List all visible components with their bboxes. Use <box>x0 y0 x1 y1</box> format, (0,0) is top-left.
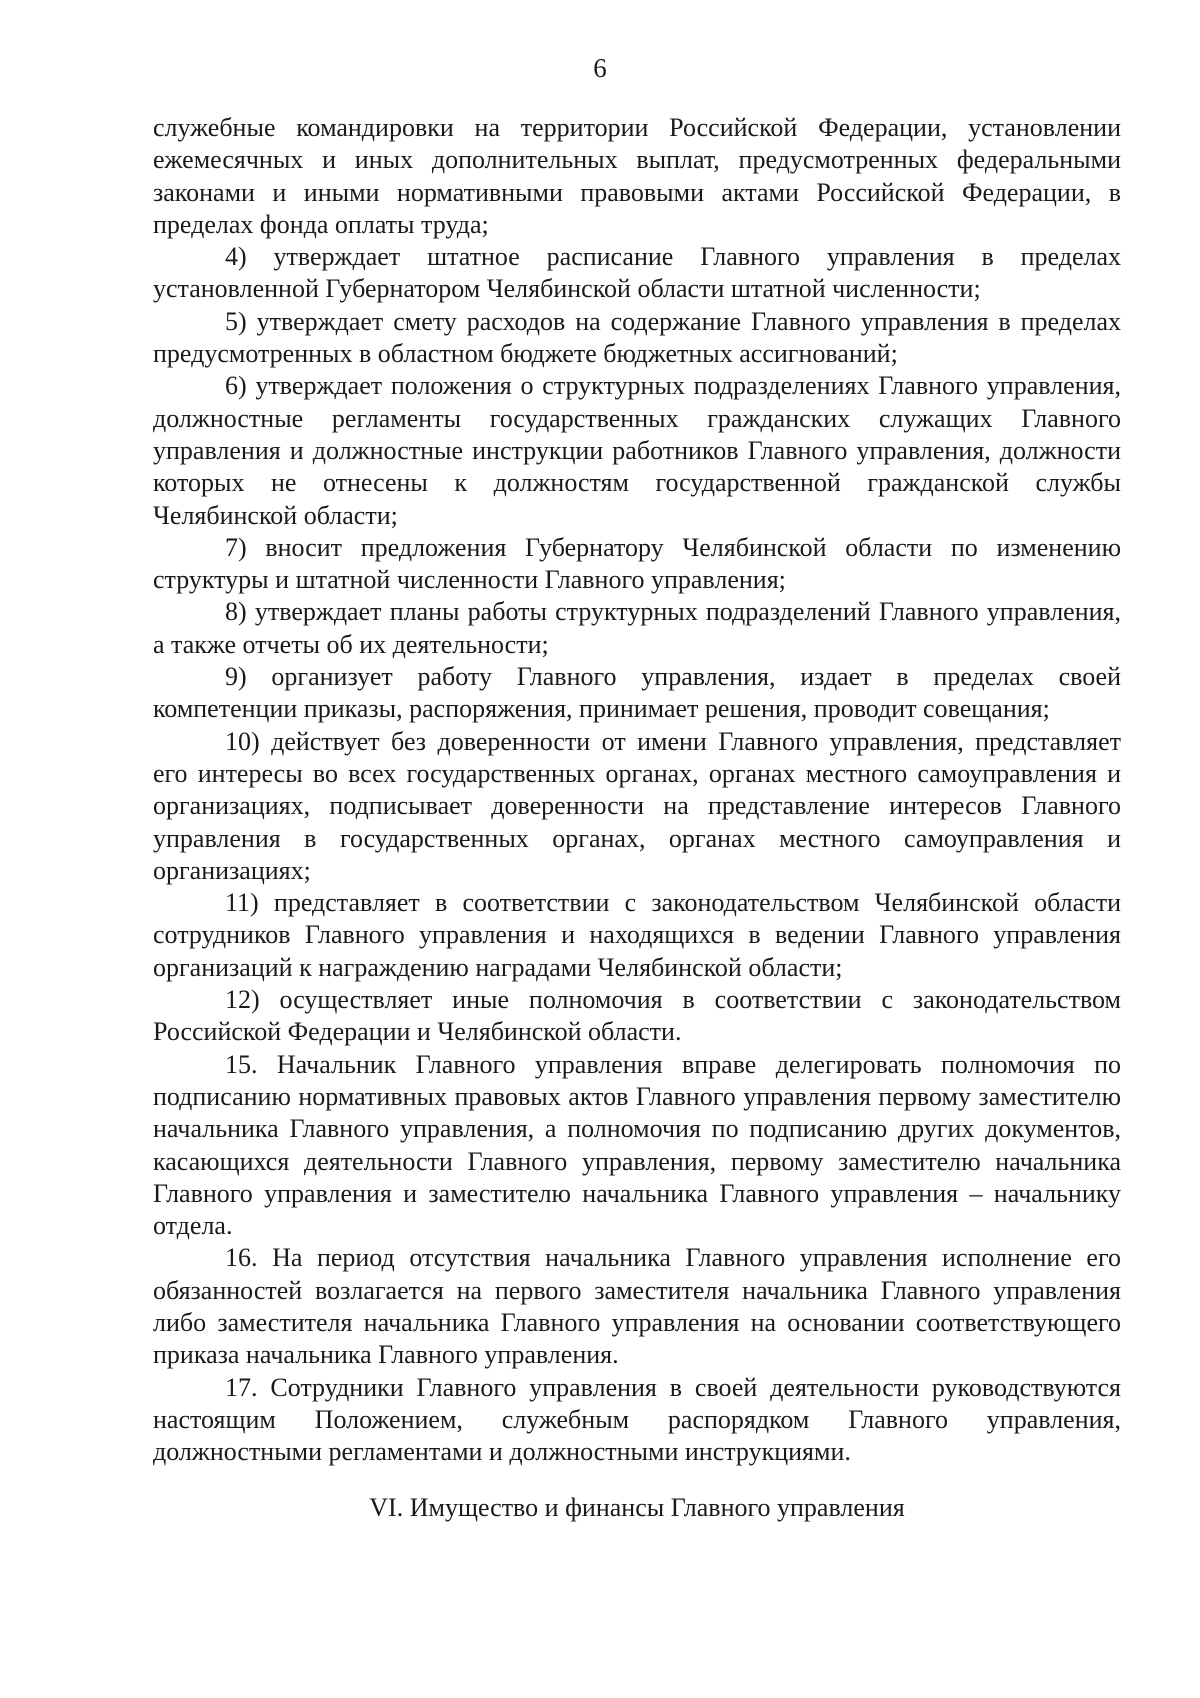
paragraph-continuation: служебные командировки на территории Российской Федерации, установлении ежемесячных и иных дополнительных выплат, предусмотренных федеральными законами и иными нормативными правовыми актами Российской Федерации, в пределах фонда оплаты труда; <box>153 113 1121 239</box>
paragraph-clause-16: 16. На период отсутствия начальника Главного управления исполнение его обязанностей возлагается на первого заместителя начальника Главного управления либо заместителя начальника Главного управления на основании соответствующего приказа начальника Главного управления. <box>153 1243 1121 1370</box>
page-number: 6 <box>593 53 607 83</box>
paragraph-item-12: 12) осуществляет иные полномочия в соответствии с законодательством Российской Федерации и Челябинской области. <box>153 985 1121 1047</box>
paragraph-item-11: 11) представляет в соответствии с законодательством Челябинской области сотрудников Главного управления и находящихся в ведении Главного управления организаций к награждению наградами Челябинской области; <box>153 888 1121 982</box>
paragraph-item-4: 4) утверждает штатное расписание Главного управления в пределах установленной Губернатором Челябинской области штатной численности; <box>153 242 1121 304</box>
paragraph-clause-15: 15. Начальник Главного управления вправе делегировать полномочия по подписанию нормативных правовых актов Главного управления первому заместителю начальника Главного управления, а полномочия по подписанию других документов, касающихся деятельности Главного управления, первому заместителю начальника Главного управления и заместителю начальника Главного управления – начальнику отдела. <box>153 1049 1121 1241</box>
paragraph-item-5: 5) утверждает смету расходов на содержание Главного управления в пределах предусмотренных в областном бюджете бюджетных ассигнований; <box>153 306 1121 369</box>
paragraph-item-7: 7) вносит предложения Губернатору Челябинской области по изменению структуры и штатной численности Главного управления; <box>153 532 1121 595</box>
section-heading: VI. Имущество и финансы Главного управления <box>369 1493 905 1523</box>
paragraph-item-8: 8) утверждает планы работы структурных подразделений Главного управления, а также отчеты об их деятельности; <box>153 597 1121 659</box>
paragraph-item-10: 10) действует без доверенности от имени Главного управления, представляет его интересы во всех государственных органах, органах местного самоуправления и организациях, подписывает доверенности на представление интересов Главного управления в государственных органах, органах местного самоуправления и организациях; <box>153 726 1121 885</box>
paragraph-item-9: 9) организует работу Главного управления, издает в пределах своей компетенции приказы, распоряжения, принимает решения, проводит совещания; <box>153 662 1121 724</box>
paragraph-item-6: 6) утверждает положения о структурных подразделениях Главного управления, должностные регламенты государственных гражданских служащих Главного управления и должностные инструкции работников Главного управления, должности которых не отнесены к должностям государственной гражданской службы Челябинской области; <box>153 371 1121 530</box>
paragraph-clause-17: 17. Сотрудники Главного управления в своей деятельности руководствуются настоящим Положением, служебным распорядком Главного управления, должностными регламентами и должностными инструкциями. <box>153 1372 1121 1467</box>
document-body <box>153 112 1121 1525</box>
